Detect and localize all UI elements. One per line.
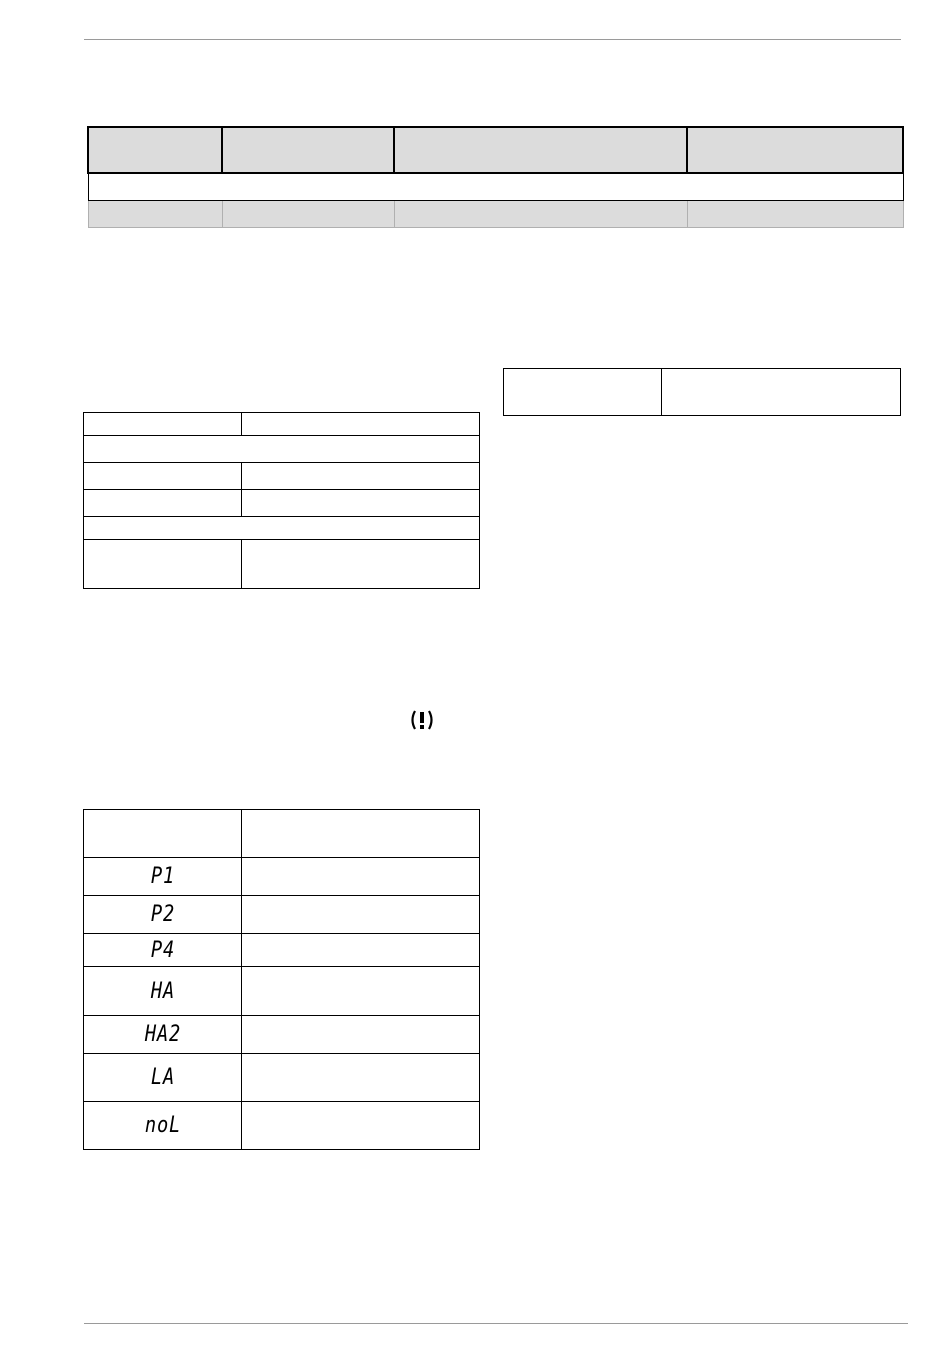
table-cell (84, 413, 242, 436)
table-cell (84, 490, 242, 517)
settings-table (83, 412, 480, 589)
table-cell (242, 1102, 480, 1150)
section-cell (84, 436, 480, 463)
table-cell (242, 540, 480, 589)
table-cell (242, 967, 480, 1016)
footer-rule (84, 1323, 908, 1324)
header-cell (242, 810, 480, 858)
info-table (503, 368, 901, 416)
table-row (84, 1102, 480, 1150)
header-cell (687, 127, 903, 173)
table-cell (84, 463, 242, 490)
table-cell (242, 896, 480, 934)
alarm-code-nol: noL (95, 1102, 229, 1150)
alarm-code-p1: P1 (95, 858, 229, 896)
table-section-row (84, 436, 480, 463)
table-cell (242, 490, 480, 517)
alarm-code-p2: P2 (95, 896, 229, 934)
section-cell (88, 173, 903, 201)
table-row (84, 490, 480, 517)
table-cell (88, 201, 222, 228)
alarm-code-ha2: HA2 (95, 1016, 229, 1054)
section-cell (84, 517, 480, 540)
table-row (84, 934, 480, 967)
table-row (84, 858, 480, 896)
parameter-table (87, 126, 904, 228)
table-cell (242, 463, 480, 490)
table-cell (242, 934, 480, 967)
warning-icon (409, 709, 435, 731)
table-cell (242, 1016, 480, 1054)
table-cell (504, 369, 662, 416)
table-cell (242, 858, 480, 896)
table-cell (687, 201, 903, 228)
alarm-code-la: LA (95, 1054, 229, 1102)
table-section-row (88, 173, 903, 201)
table-cell (242, 413, 480, 436)
header-cell (88, 127, 222, 173)
header-cell (222, 127, 394, 173)
table-row (88, 201, 903, 228)
table-row (84, 896, 480, 934)
table-row (504, 369, 901, 416)
table-row (84, 1016, 480, 1054)
table-cell (222, 201, 394, 228)
table-header-row (84, 810, 480, 858)
table-header-row (88, 127, 903, 173)
table-row (84, 967, 480, 1016)
header-cell (394, 127, 687, 173)
table-cell (84, 540, 242, 589)
table-row (84, 413, 480, 436)
alarm-code-p4: P4 (95, 934, 229, 967)
alarm-code-table (83, 809, 480, 1150)
table-row (84, 540, 480, 589)
table-row (84, 1054, 480, 1102)
table-cell (242, 1054, 480, 1102)
alarm-code-ha: HA (95, 967, 229, 1016)
table-cell (662, 369, 901, 416)
header-cell (84, 810, 242, 858)
table-cell (394, 201, 687, 228)
header-rule (84, 39, 901, 40)
table-section-row (84, 517, 480, 540)
table-row (84, 463, 480, 490)
